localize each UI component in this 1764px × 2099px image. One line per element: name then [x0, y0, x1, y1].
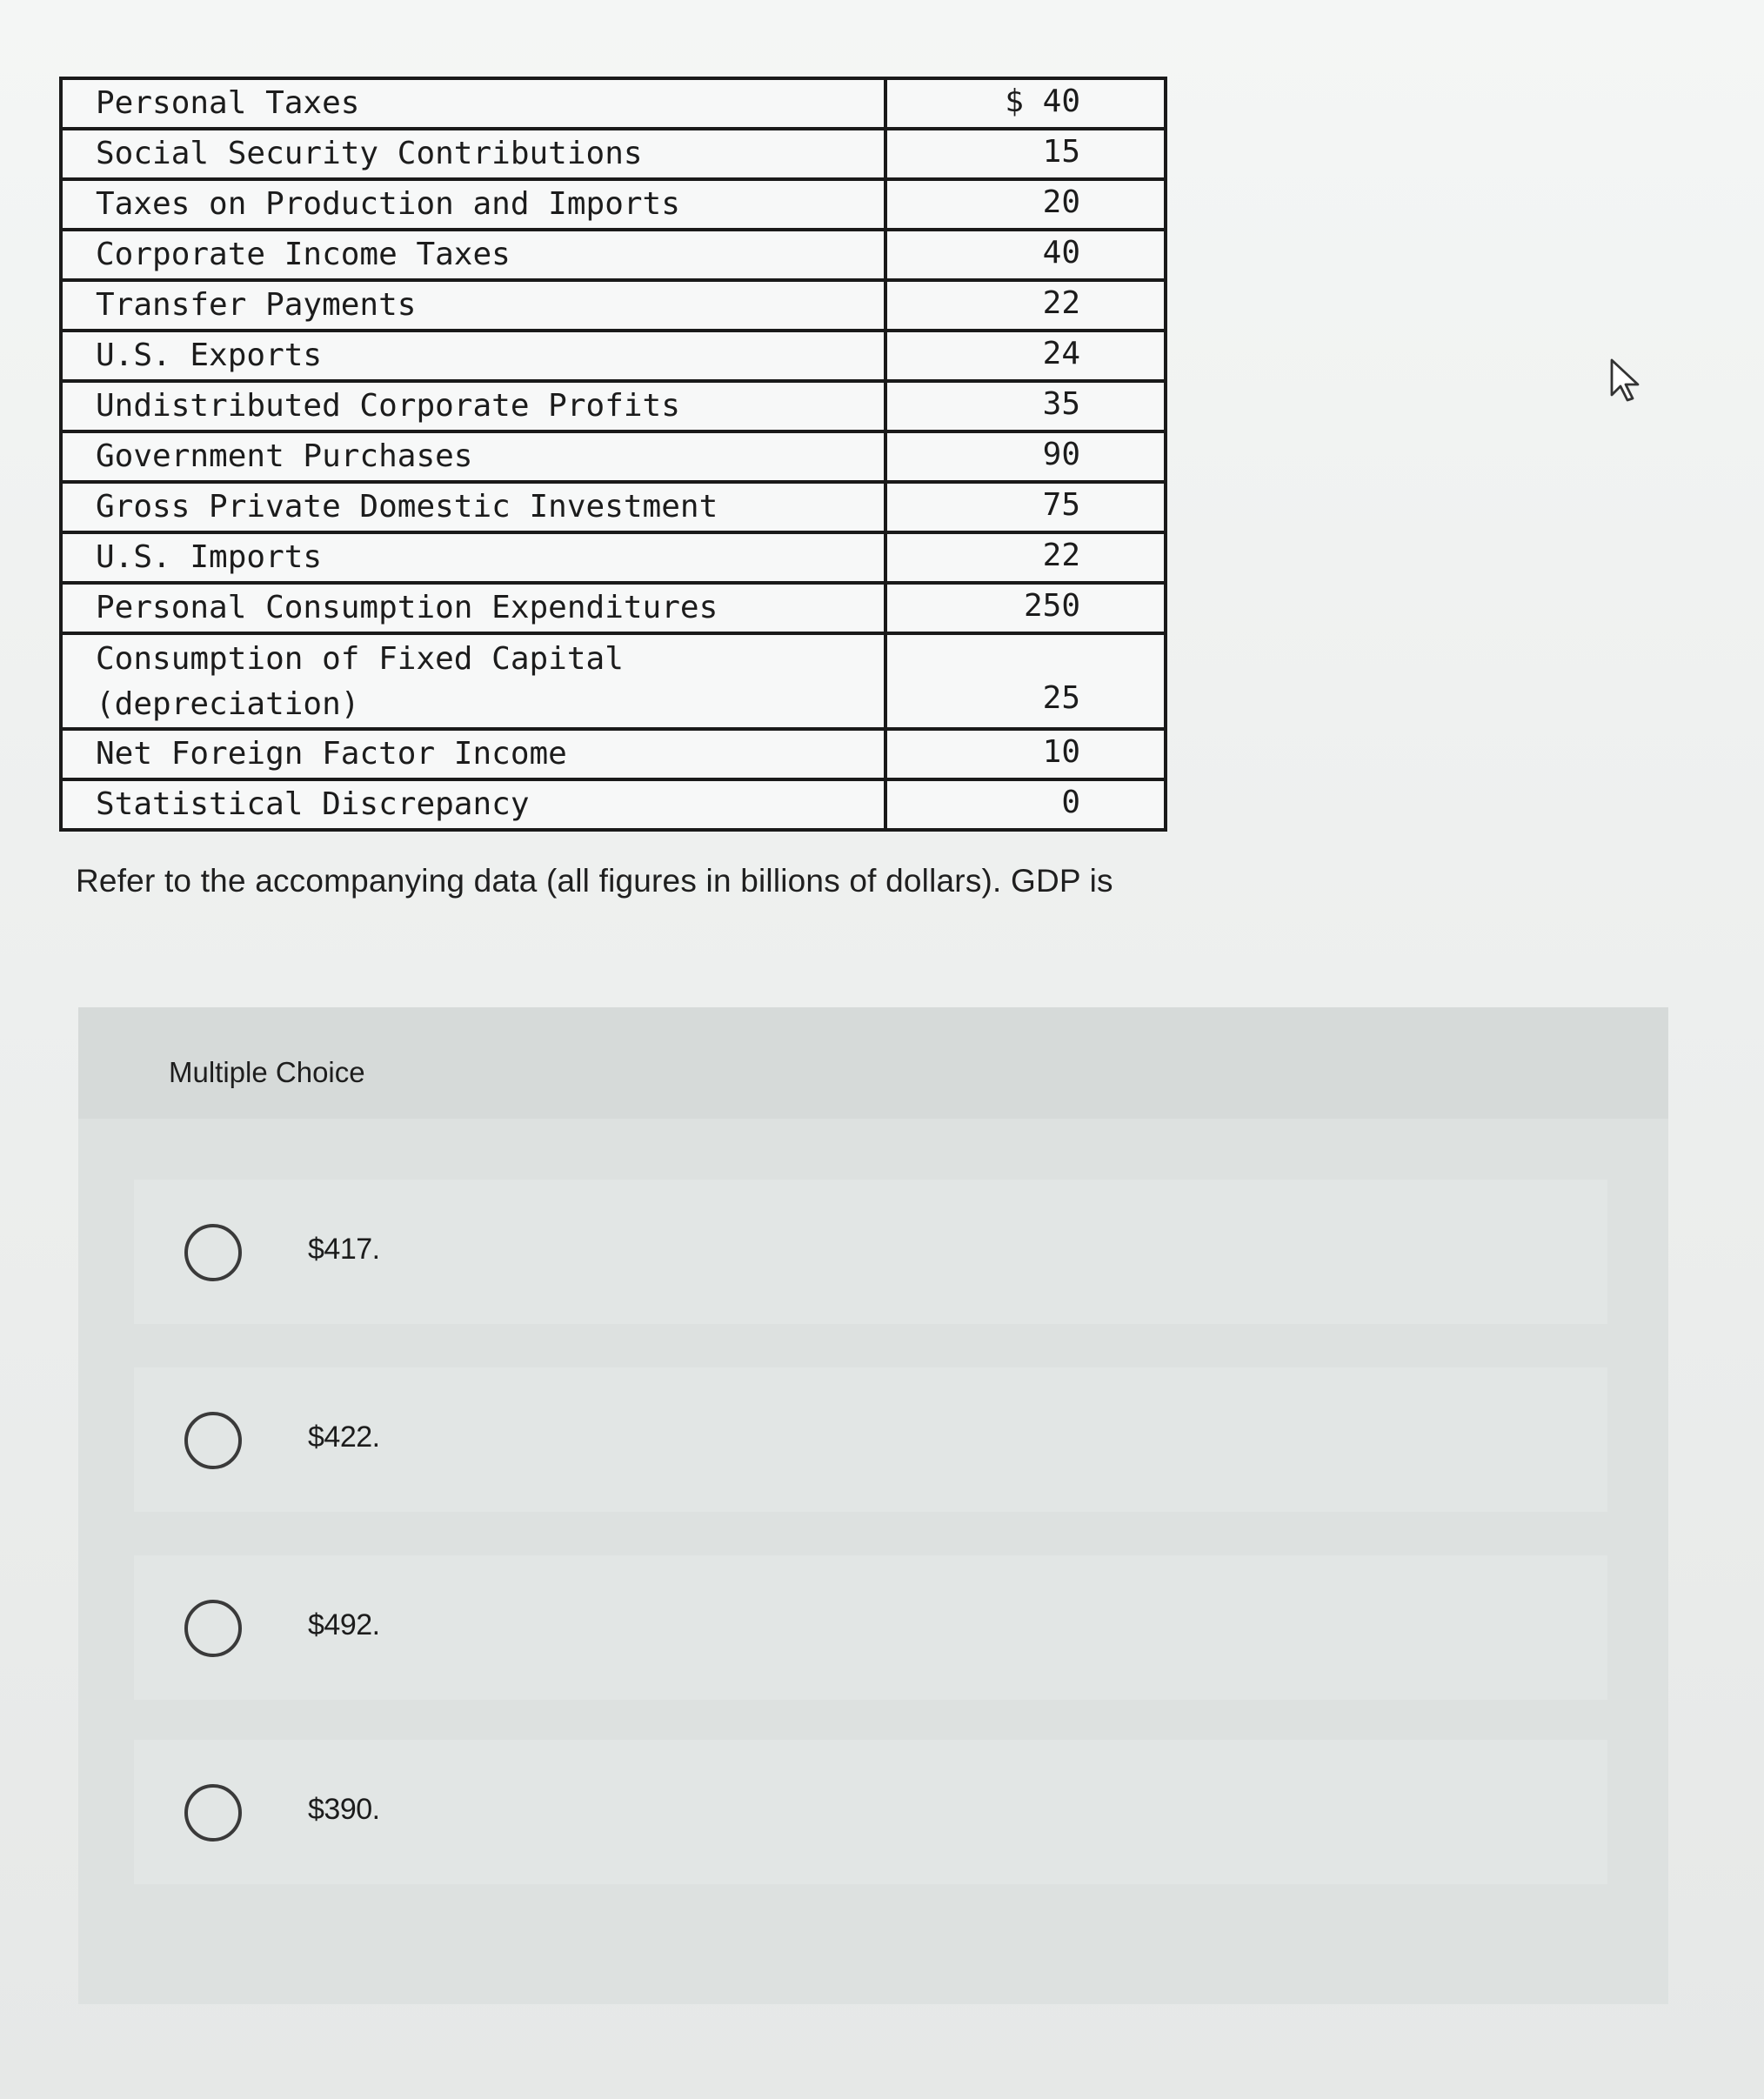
- row-value: 250: [885, 583, 1166, 633]
- row-value: 35: [885, 381, 1166, 431]
- table-row: [61, 331, 1166, 381]
- row-label: Gross Private Domestic Investment: [61, 482, 885, 532]
- answer-option-label[interactable]: $492.: [308, 1608, 380, 1641]
- economic-data-table: [59, 77, 1167, 832]
- row-value: 75: [885, 482, 1166, 532]
- answer-option[interactable]: [134, 1180, 1607, 1324]
- answer-option[interactable]: [134, 1367, 1607, 1512]
- radio-unselected-icon[interactable]: [184, 1412, 242, 1469]
- row-value: $ 40: [885, 78, 1166, 129]
- row-value: 25: [885, 633, 1166, 729]
- radio-unselected-icon[interactable]: [184, 1600, 242, 1657]
- answer-option-label[interactable]: $422.: [308, 1421, 380, 1454]
- row-value: 22: [885, 280, 1166, 331]
- table-row: [61, 431, 1166, 482]
- row-label: Government Purchases: [61, 431, 885, 482]
- row-label: Statistical Discrepancy: [61, 779, 885, 830]
- row-label: Corporate Income Taxes: [61, 230, 885, 280]
- table-row: [61, 729, 1166, 779]
- table-row: [61, 583, 1166, 633]
- row-value: 20: [885, 179, 1166, 230]
- row-label: Social Security Contributions: [61, 129, 885, 179]
- multiple-choice-panel: [78, 1007, 1668, 2004]
- row-value: 40: [885, 230, 1166, 280]
- row-label-line2: (depreciation): [96, 686, 360, 722]
- radio-unselected-icon[interactable]: [184, 1784, 242, 1842]
- multiple-choice-header: [78, 1007, 1668, 1119]
- table-row: [61, 633, 1166, 729]
- table-row: [61, 230, 1166, 280]
- table-row: [61, 532, 1166, 583]
- row-label: Net Foreign Factor Income: [61, 729, 885, 779]
- row-value: 90: [885, 431, 1166, 482]
- row-value: 15: [885, 129, 1166, 179]
- row-label: Transfer Payments: [61, 280, 885, 331]
- answer-option[interactable]: [134, 1740, 1607, 1884]
- table-row: [61, 280, 1166, 331]
- row-label: Personal Consumption Expenditures: [61, 583, 885, 633]
- answer-option-label[interactable]: $417.: [308, 1233, 380, 1266]
- row-value: 0: [885, 779, 1166, 830]
- table-row: [61, 482, 1166, 532]
- row-value: 10: [885, 729, 1166, 779]
- row-label: Undistributed Corporate Profits: [61, 381, 885, 431]
- radio-unselected-icon[interactable]: [184, 1224, 242, 1281]
- row-label-line1: Consumption of Fixed Capital: [96, 641, 624, 677]
- mouse-pointer-icon: [1610, 358, 1645, 404]
- row-label: Taxes on Production and Imports: [61, 179, 885, 230]
- row-label: U.S. Exports: [61, 331, 885, 381]
- table-row: [61, 129, 1166, 179]
- answer-option-label[interactable]: $390.: [308, 1793, 380, 1826]
- multiple-choice-title: Multiple Choice: [169, 1056, 365, 1088]
- table-row: [61, 78, 1166, 129]
- row-label: U.S. Imports: [61, 532, 885, 583]
- row-label: Personal Taxes: [61, 78, 885, 129]
- table-row: [61, 779, 1166, 830]
- answer-option[interactable]: [134, 1555, 1607, 1700]
- table-row: [61, 179, 1166, 230]
- question-text: Refer to the accompanying data (all figures in billions of dollars). GDP is: [76, 863, 1113, 899]
- row-value: 22: [885, 532, 1166, 583]
- row-label: [61, 633, 885, 729]
- table-row: [61, 381, 1166, 431]
- row-value: 24: [885, 331, 1166, 381]
